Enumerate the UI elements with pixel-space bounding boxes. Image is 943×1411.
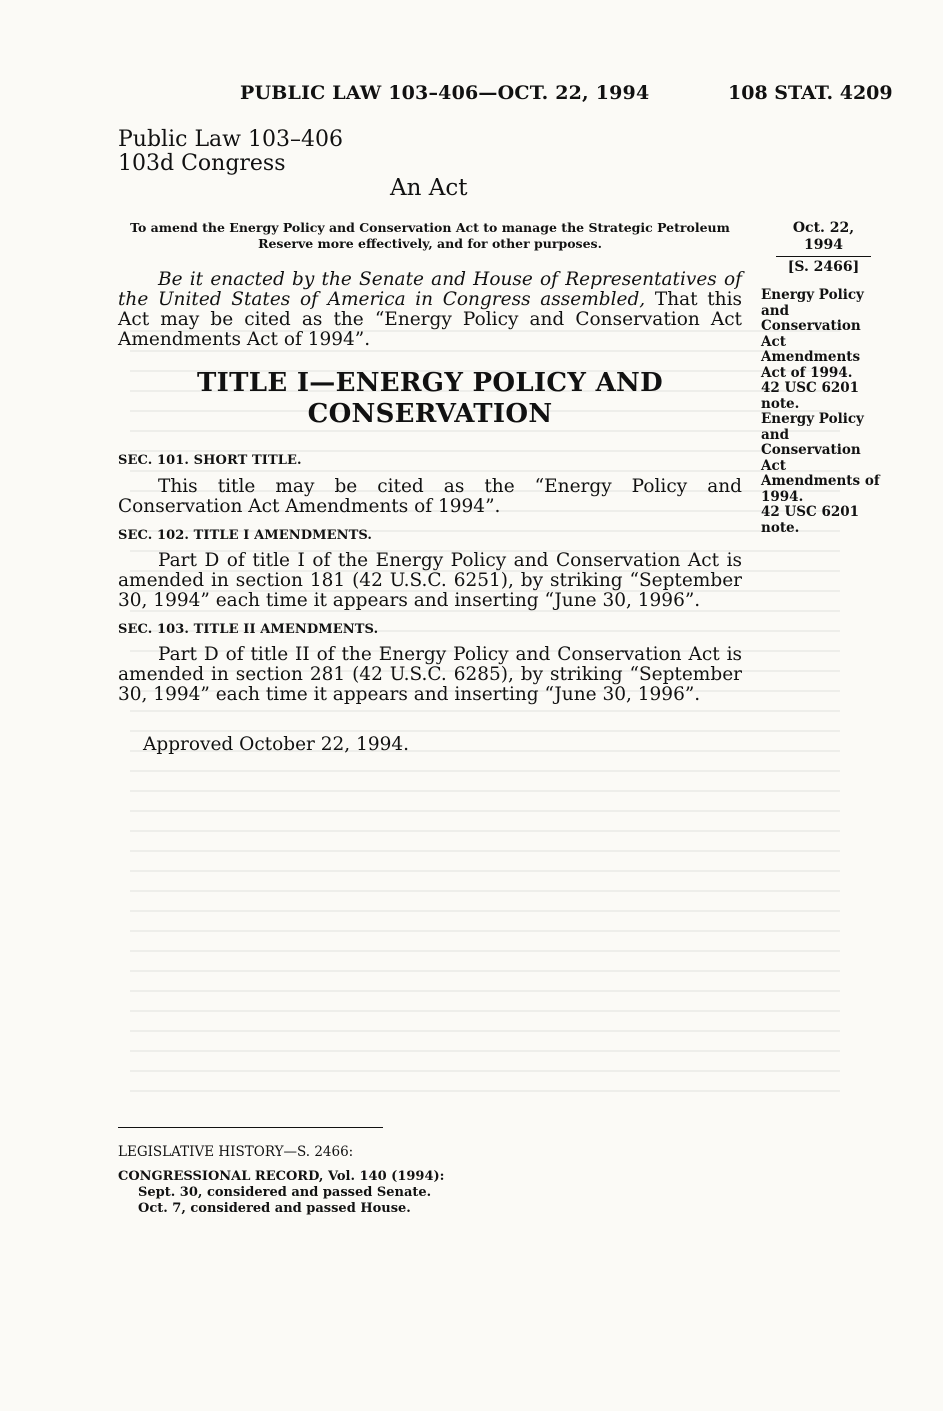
- history-divider: [118, 1127, 383, 1128]
- congress-number: 103d Congress: [118, 151, 286, 176]
- bleed-through-texture: [130, 330, 840, 1110]
- legislative-history: [118, 1144, 444, 1217]
- title-heading: [118, 368, 742, 430]
- section-102-heading: SEC. 102. TITLE I AMENDMENTS.: [118, 528, 373, 543]
- statute-reference: 108 STAT. 4209: [728, 82, 893, 104]
- margin-note-line: Conservation: [761, 318, 861, 334]
- public-law-number: Public Law 103–406: [118, 127, 343, 152]
- law-identification: [118, 128, 343, 176]
- title-heading-line1: TITLE I—ENERGY POLICY AND: [197, 368, 663, 398]
- enacting-clause-italic: Be it enacted by the Senate and House of Representatives of the United States of America in Congress assembled,: [118, 269, 742, 310]
- margin-note-line: Act: [761, 333, 786, 350]
- margin-date: Oct. 22, 1994: [776, 220, 871, 257]
- margin-note-line: and: [761, 426, 790, 443]
- margin-note-line: Act: [761, 457, 786, 474]
- margin-note-line: 1994.: [761, 488, 804, 505]
- margin-note-line: note.: [761, 519, 800, 536]
- margin-note-short-title-act: [761, 288, 891, 412]
- section-101-body: This title may be cited as the “Energy Policy and Conservation Act Amendments of 1994”.: [118, 476, 742, 517]
- margin-note-line: and: [761, 302, 790, 319]
- history-entry: Sept. 30, considered and passed Senate.: [138, 1185, 432, 1200]
- margin-note-line: 42 USC 6201: [761, 380, 860, 396]
- margin-date-block: [776, 220, 871, 276]
- history-entry: Oct. 7, considered and passed House.: [138, 1201, 411, 1216]
- margin-note-short-title-title: [761, 412, 891, 536]
- margin-note-line: Energy Policy: [761, 287, 864, 303]
- margin-note-line: Act of 1994.: [761, 364, 853, 381]
- running-head: PUBLIC LAW 103–406—OCT. 22, 1994: [240, 82, 650, 104]
- history-record: CONGRESSIONAL RECORD, Vol. 140 (1994):: [118, 1169, 445, 1184]
- approval-date: Approved October 22, 1994.: [143, 734, 410, 755]
- enacting-clause: [118, 270, 742, 350]
- section-102-body: Part D of title I of the Energy Policy and Conservation Act is amended in section 181 (42 U.S.C. 6251), by striking “September 30, 1994” each time it appears and inserting “June 30, 1996”.: [118, 550, 742, 611]
- margin-note-line: note.: [761, 395, 800, 412]
- margin-note-line: Amendments of: [761, 473, 880, 489]
- margin-note-line: 42 USC 6201: [761, 504, 860, 520]
- section-103-heading: SEC. 103. TITLE II AMENDMENTS.: [118, 622, 379, 637]
- enacting-clause-text: That this Act may be cited as the “Energy Policy and Conservation Act Amendments Act of 1994”.: [118, 289, 742, 350]
- section-103-body: Part D of title II of the Energy Policy and Conservation Act is amended in section 281 (42 U.S.C. 6285), by striking “September 30, 1994” each time it appears and inserting “June 30, 1996”.: [118, 644, 742, 705]
- title-heading-line2: CONSERVATION: [307, 399, 553, 429]
- purpose-statement: To amend the Energy Policy and Conservation Act to manage the Strategic Petroleum Reserve more effectively, and for other purposes.: [130, 220, 730, 251]
- margin-note-line: Energy Policy: [761, 411, 864, 427]
- margin-note-line: Amendments: [761, 349, 861, 365]
- history-title: LEGISLATIVE HISTORY—S. 2466:: [118, 1144, 354, 1160]
- an-act-label: An Act: [390, 175, 468, 201]
- margin-bill-number: [S. 2466]: [787, 259, 860, 275]
- section-101-heading: SEC. 101. SHORT TITLE.: [118, 453, 302, 468]
- margin-note-line: Conservation: [761, 442, 861, 458]
